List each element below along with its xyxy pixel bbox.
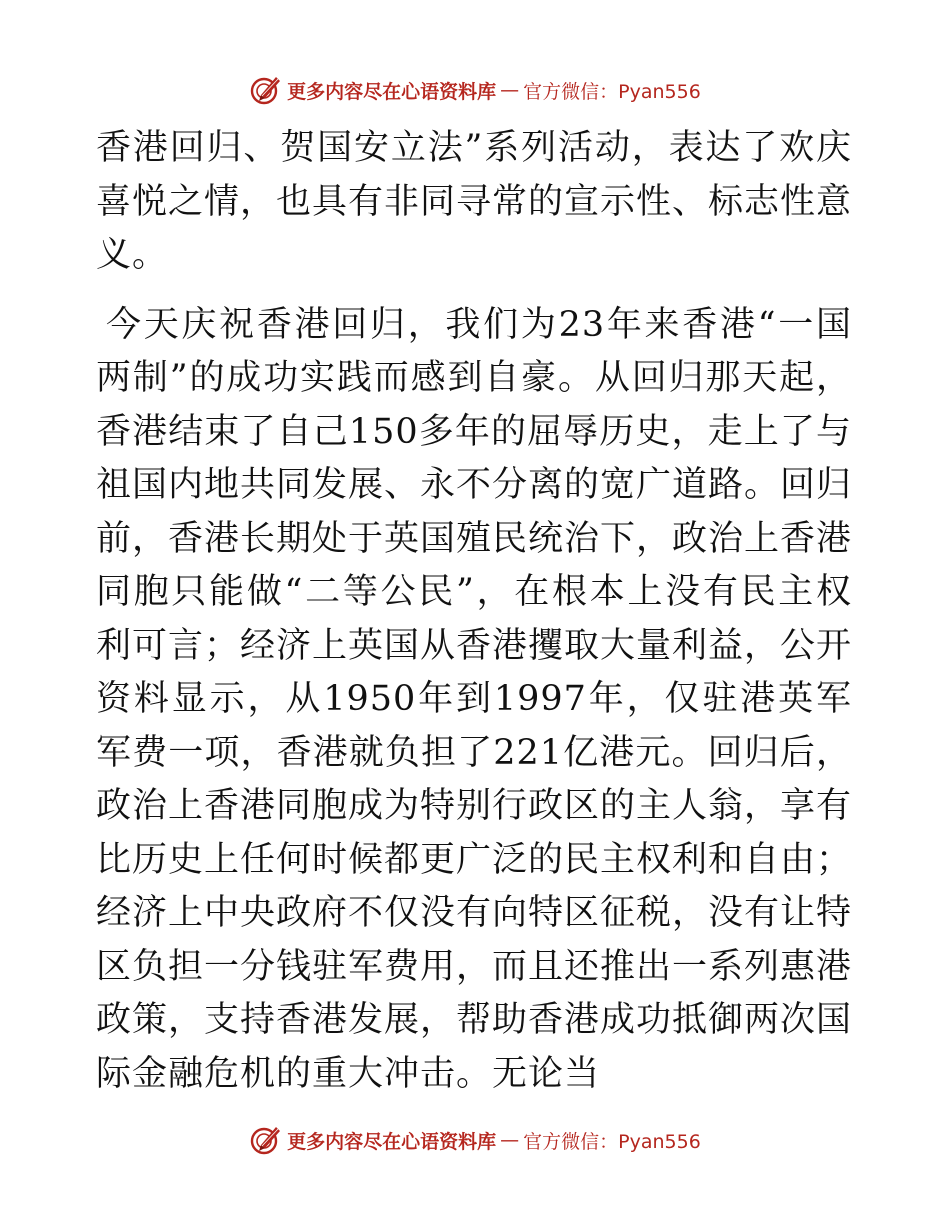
- paragraph: 香港回归、贺国安立法”系列活动，表达了欢庆喜悦之情，也具有非同寻常的宣示性、标志性意义。: [96, 128, 853, 275]
- watermark-wechat: 官方微信：Pyan556: [523, 80, 701, 103]
- body-text: [96, 122, 852, 1101]
- watermark-separator: —: [500, 79, 520, 101]
- watermark-wechat: 官方微信：Pyan556: [523, 1130, 701, 1153]
- watermark-group: [249, 73, 701, 107]
- watermark-group: [249, 1123, 701, 1157]
- pen-nib-logo-icon: [249, 1123, 283, 1157]
- watermark-main-text: 更多内容尽在心语资料库: [287, 1130, 497, 1153]
- footer-watermark: [0, 1120, 950, 1160]
- pen-nib-logo-icon: [249, 73, 283, 107]
- watermark-main-text: 更多内容尽在心语资料库: [287, 80, 497, 103]
- paragraph: 今天庆祝香港回归，我们为23年来香港“一国两制”的成功实践而感到自豪。从回归那天起，香港结束了自己150多年的屈辱历史，走上了与祖国内地共同发展、永不分离的宽广道路。回归前，香港长期处于英国殖民统治下，政治上香港同胞只能做“二等公民”，在根本上没有民主权利可言；经济上英国从香港攫取大量利益，公开资料显示，从1950年到1997年，仅驻港英军军费一项，香港就负担了221亿港元。回归后，政治上香港同胞成为特别行政区的主人翁，享有比历史上任何时候都更广泛的民主权利和自由；经济上中央政府不仅没有向特区征税，没有让特区负担一分钱驻军费用，而且还推出一系列惠港政策，支持香港发展，帮助香港成功抵御两次国际金融危机的重大冲击。无论当: [96, 304, 853, 1094]
- header-watermark: [0, 70, 950, 110]
- watermark-separator: —: [500, 1129, 520, 1151]
